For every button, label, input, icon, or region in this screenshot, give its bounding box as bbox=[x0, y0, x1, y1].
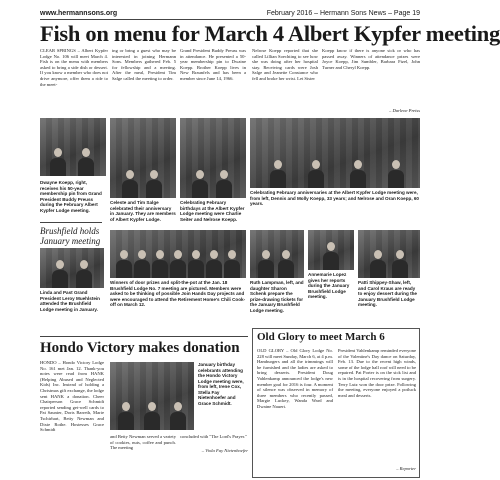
story1-col2: ing or bring a guest who may be interested in joining Hermann Sons. Members gathered Feb. 5 for fellowship and a meeting. After the meal, President Tim Salge called the meeting to order. bbox=[112, 48, 176, 81]
photo-muehlstein bbox=[40, 248, 104, 288]
caption-koepp-pin: Dwayne Koepp, right, receives his 50-year membership pin from Grand President Buddy Preuss during the February Albert Kypfer Lodge meeting. bbox=[40, 180, 102, 213]
issue-info: February 2016 – Hermann Sons News – Page 19 bbox=[266, 10, 420, 17]
photo-koepp-pin bbox=[40, 118, 106, 176]
story3-headline: Old Glory to meet March 6 bbox=[257, 331, 385, 343]
caption-lampman: Ruth Lampman, left, and daughter Sharon Schenk prepare the prize-drawing tickets for the January Brushfield Lodge meeting. bbox=[250, 280, 304, 313]
photo-anniversaries bbox=[250, 118, 420, 188]
story3-col2: President Vahlenkamp reminded everyone of the Valentine's Day dance on Saturday, Feb. 13. Due to the recent high winds, some of the lodge hall roof will need to be repaired. Pat Porter is on the sick list and is in the hospital recovering from surgery. Terry Lutz won the door prize. Following the meeting, everyone enjoyed a potluck meal and desserts. bbox=[338, 348, 416, 398]
website-url: www.hermannsons.org bbox=[40, 10, 118, 17]
story2-headline: Hondo Victory makes donation bbox=[40, 340, 240, 356]
caption-salge-anniversary: Celeste and Tim Salge celebrated their anniversary in January. They are members of Albert Kypfer Lodge. bbox=[110, 200, 176, 222]
caption-hondo-birthdays: January birthday celebrants attending the Hondo Victory Lodge meeting were, from left, Irene Cox, Stella Fay Nietenhoefer and Grace Schmidt. bbox=[198, 362, 244, 406]
photo-salge-anniversary bbox=[110, 118, 176, 198]
photo-hondo-birthdays bbox=[110, 362, 194, 430]
story3-col1: OLD GLORY – Old Glory Lodge No. 228 will meet Sunday, March 6, at 4 p.m. Hamburgers and all the trimmings will be furnished and the ladies are asked to bring desserts. President Doug Vahlenkamp announced the lodge's new member goal for 2016 is four. A moment of silence was observed in memory of three members who recently passed, Margie Luckey, Wanda Ward and Dwaine Nauert. bbox=[257, 348, 333, 409]
caption-door-prizes: Winners of door prizes and split-the-pot at the Jan. 18 Brushfield Lodge No. 7 meeting are pictured. Members were asked to be thinking of possible Join Hands Day projects and were encouraged to attend the Retirement Home's Chili Cook-off on March 12. bbox=[110, 280, 246, 307]
brushfield-label: Brushfield holds January meeting bbox=[40, 226, 101, 246]
caption-shippey-kraus: Patti Shippey-Shaw, left, and Carol Kraus are ready to enjoy dessert during the January Brushfield Lodge meeting. bbox=[358, 280, 417, 307]
story2-col3: concluded with "The Lord's Prayer." bbox=[180, 434, 247, 439]
story1-col5: Koepp know if there is anyone sick or who has passed away. Winners of attendance prizes were Joyce Koepp, Jim Sumbler, Barbara Fizel, John Turner and Cheryl Koepp. bbox=[322, 48, 420, 70]
side-rule bbox=[40, 222, 102, 223]
story1-col4: Nelrose Koepp reported that she called Lillian Soechting to see how she was doing after her hospital stay. Receiving cards were Josh Salge and Jeanette Constance who fell and broke her wrist. Let Sister bbox=[252, 48, 318, 81]
story1-col1: CLEAR SPRINGS – Albert Kypfer Lodge No. 106 will meet March 4. Fish is on the menu with members asked to bring a side dish or dessert. If you know a member who does not drive anymore, offer them a ride to the meet- bbox=[40, 48, 108, 87]
story2-top-rule bbox=[40, 336, 248, 337]
caption-anniversaries: Celebrating February anniversaries at the Albert Kypfer Lodge meeting were, from left, Dennis and Molly Koepp, 33 years; and Nelrose and Oran Koepp, 60 years. bbox=[250, 190, 419, 206]
story1-headline: Fish on menu for March 4 Albert Kypfer meeting bbox=[40, 21, 500, 46]
story1-col3: Grand President Buddy Preuss was in attendance. He presented a 50-year membership pin to Dwaine Koepp. Brother Koepp lives in New Braunfels and has been a member since June 14, 1966. bbox=[180, 48, 246, 81]
photo-birthdays bbox=[180, 118, 246, 198]
caption-birthdays: Celebrating February birthdays at the Albert Kypfer Lodge meeting were Charlie Seiter and Nelrose Koepp. bbox=[180, 200, 245, 222]
photo-shippey-kraus bbox=[358, 230, 420, 278]
story1-signature: – Darlene Preiss bbox=[389, 108, 420, 113]
photo-lampman bbox=[250, 230, 304, 278]
story2-col1: HONDO – Hondo Victory Lodge No. 161 met Jan. 12. Thank-you notes were read from HANK (Helping Abused and Neglected Kids) Inc. Instead of holding a Christmas gift exchange, the lodge sent HANK a donation. Cheer Chairperson Grace Schmidt reported sending get-well cards to Pat Saunier, Doris Barreth, Marie Tschirhart, Betty Newman and Dixie Rothe. Hostesses Grace Schmidt bbox=[40, 360, 104, 433]
photo-door-prizes bbox=[110, 230, 246, 278]
story2-col2: and Betty Newman served a variety of cookies, nuts, coffee and punch. The meeting bbox=[110, 434, 176, 451]
caption-muehlstein: Linda and Past Grand President Leroy Muehlstein attended the Brushfield Lodge meeting in January. bbox=[40, 290, 100, 312]
story3-signature: – Reporter bbox=[396, 466, 416, 471]
photo-lopez bbox=[308, 230, 354, 270]
caption-lopez: Annemarie Lopez gives her reports during the January Brushfield Lodge meeting. bbox=[308, 272, 350, 299]
story2-signature: – Viola Fay Nietenhoefer bbox=[201, 448, 248, 453]
header-rule bbox=[40, 19, 420, 20]
